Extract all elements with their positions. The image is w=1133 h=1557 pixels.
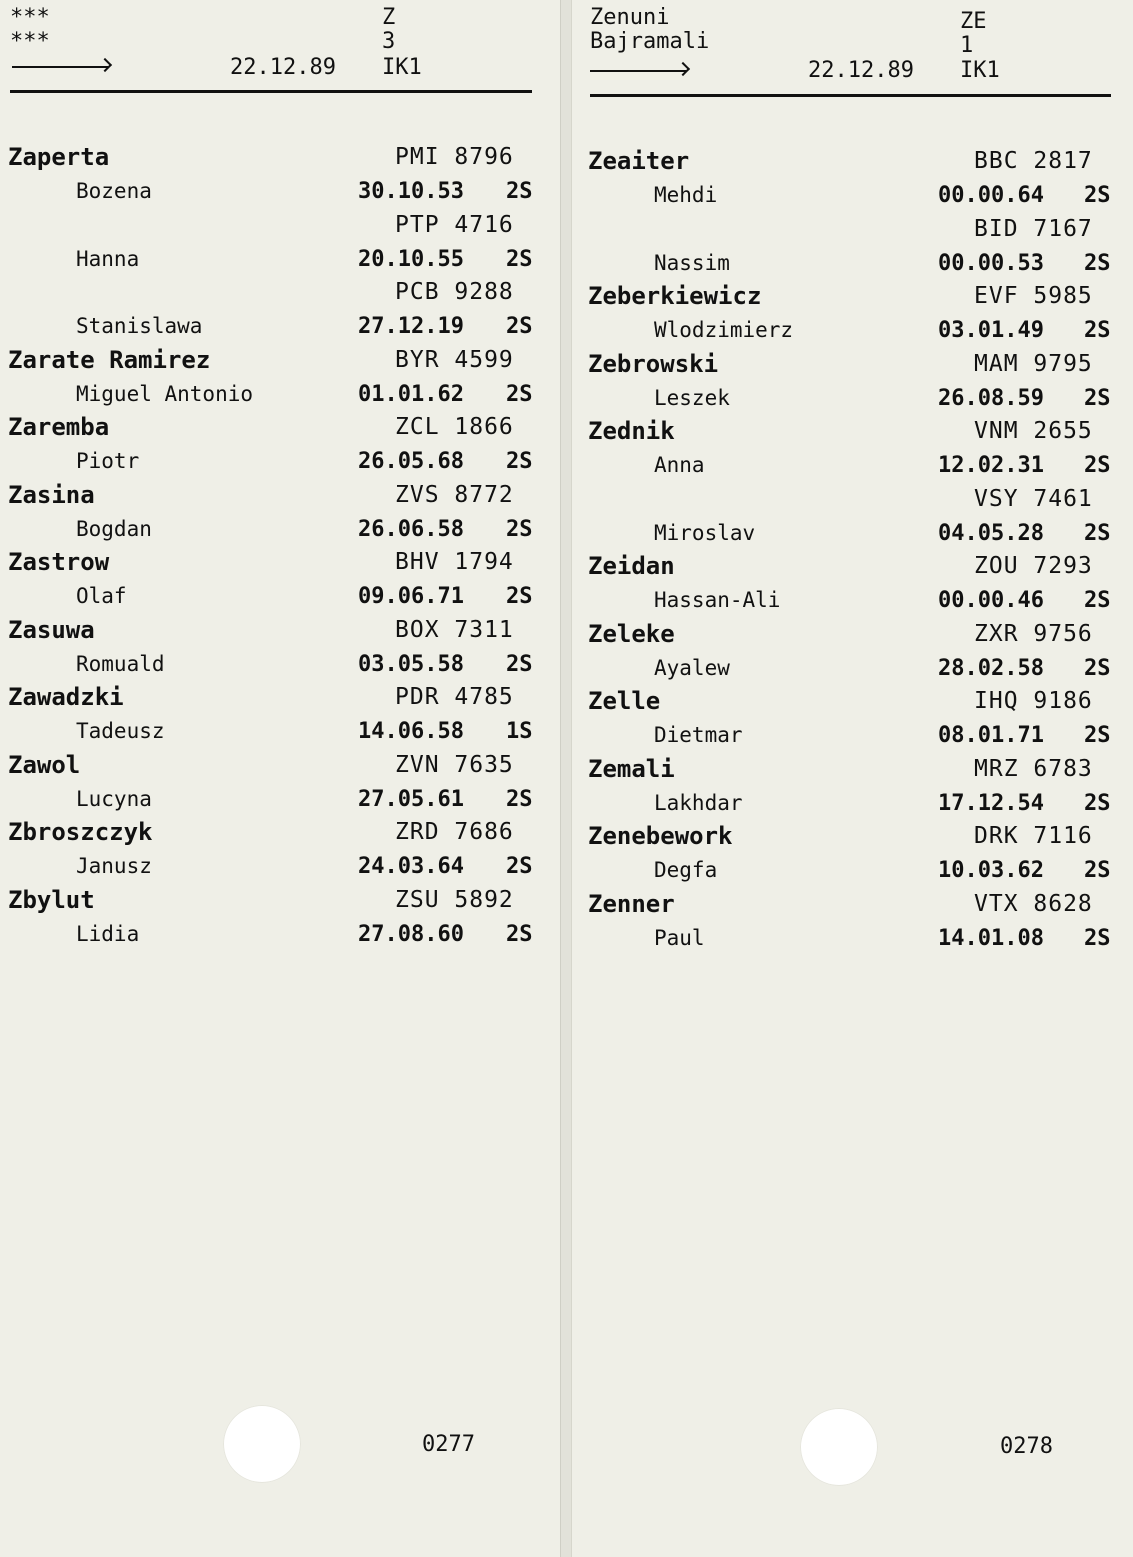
surname: Zaperta: [8, 143, 110, 171]
record-code: ZVN 7635: [395, 751, 514, 778]
class-code: 2S: [1084, 858, 1111, 883]
surname: Zeleke: [588, 619, 675, 648]
header-line2-right: 1: [960, 33, 974, 58]
surname: Zbylut: [8, 885, 95, 914]
birth-date: 14.06.58: [358, 719, 464, 744]
birth-date: 20.10.55: [358, 246, 464, 272]
class-code: 2S: [1084, 453, 1111, 478]
given-name: Paul: [654, 925, 705, 950]
surname: Zeaiter: [588, 147, 690, 175]
given-name: Hanna: [76, 246, 140, 271]
header-divider: [590, 94, 1111, 97]
given-name: Hassan-Ali: [654, 588, 781, 612]
birth-date: 12.02.31: [938, 453, 1044, 478]
surname: Zaremba: [8, 413, 110, 441]
given-name: Janusz: [76, 854, 152, 878]
birth-date: 26.05.68: [358, 449, 464, 474]
header-code: IK1: [382, 55, 422, 80]
header-line1-right: ZE: [960, 9, 987, 34]
birth-date: 09.06.71: [358, 584, 464, 609]
given-name: Miroslav: [654, 520, 756, 545]
class-code: 2S: [506, 584, 533, 609]
arrow-icon: [590, 70, 686, 72]
given-name: Bozena: [76, 179, 152, 203]
record-code: VTX 8628: [974, 890, 1093, 917]
class-code: 2S: [506, 449, 533, 474]
given-name: Ayalew: [654, 655, 730, 680]
class-code: 2S: [1084, 385, 1111, 411]
record-code: ZOU 7293: [974, 553, 1093, 579]
birth-date: 17.12.54: [938, 790, 1044, 816]
record-code: VSY 7461: [974, 485, 1093, 512]
birth-date: 00.00.64: [938, 183, 1044, 208]
given-name: Anna: [654, 453, 705, 477]
birth-date: 00.00.46: [938, 588, 1044, 613]
record-code: PTP 4716: [395, 211, 514, 238]
given-name: Miguel Antonio: [76, 381, 254, 406]
record-code: IHQ 9186: [974, 688, 1093, 714]
class-code: 2S: [1084, 723, 1111, 748]
surname: Zarate Ramirez: [8, 345, 211, 374]
surname: Zenner: [588, 889, 675, 918]
header-date: 22.12.89: [230, 55, 336, 80]
record-code: BYR 4599: [395, 346, 514, 373]
birth-date: 27.08.60: [358, 921, 464, 947]
punch-hole: [800, 1408, 878, 1486]
birth-date: 27.12.19: [358, 314, 464, 339]
record-code: DRK 7116: [974, 823, 1093, 849]
given-name: Nassim: [654, 250, 730, 275]
header-line2-left: Bajramali: [590, 29, 710, 54]
surname: Zawol: [8, 750, 81, 779]
record-code: EVF 5985: [974, 283, 1093, 309]
given-name: Romuald: [76, 651, 165, 676]
record-code: ZRD 7686: [395, 819, 514, 845]
record-code: ZXR 9756: [974, 620, 1093, 647]
class-code: 2S: [506, 246, 533, 272]
given-name: Bogdan: [76, 516, 152, 541]
birth-date: 01.01.62: [358, 381, 464, 407]
surname: Zenebework: [588, 822, 733, 850]
arrow-icon: [12, 66, 108, 68]
record-code: ZSU 5892: [395, 886, 514, 913]
class-code: 2S: [506, 921, 533, 947]
class-code: 2S: [506, 516, 533, 542]
page-number: 0277: [422, 1432, 475, 1457]
header-code: IK1: [960, 58, 1000, 83]
record-code: ZVS 8772: [395, 481, 514, 508]
class-code: 2S: [506, 854, 533, 879]
birth-date: 08.01.71: [938, 723, 1044, 748]
surname: Zeberkiewicz: [588, 282, 762, 310]
index-card-left: [0, 0, 560, 1557]
record-code: ZCL 1866: [395, 414, 514, 440]
card-gap: [560, 0, 572, 1557]
surname: Zbroszczyk: [8, 818, 153, 846]
surname: Zeidan: [588, 552, 675, 580]
class-code: 2S: [1084, 183, 1111, 208]
class-code: 2S: [1084, 588, 1111, 613]
birth-date: 14.01.08: [938, 925, 1044, 951]
class-code: 2S: [1084, 655, 1111, 681]
given-name: Lakhdar: [654, 790, 743, 815]
class-code: 2S: [1084, 318, 1111, 343]
surname: Zemali: [588, 754, 675, 783]
birth-date: 03.01.49: [938, 318, 1044, 343]
record-code: MAM 9795: [974, 350, 1093, 377]
class-code: 1S: [506, 719, 533, 744]
index-card-right: [572, 0, 1133, 1557]
birth-date: 03.05.58: [358, 651, 464, 677]
birth-date: 24.03.64: [358, 854, 464, 879]
birth-date: 26.08.59: [938, 385, 1044, 411]
record-code: BHV 1794: [395, 549, 514, 575]
class-code: 2S: [506, 786, 533, 812]
surname: Zelle: [588, 687, 661, 715]
record-code: BBC 2817: [974, 148, 1093, 174]
header-date: 22.12.89: [808, 58, 914, 83]
birth-date: 28.02.58: [938, 655, 1044, 681]
surname: Zawadzki: [8, 683, 124, 711]
class-code: 2S: [506, 179, 533, 204]
surname: Zasina: [8, 480, 95, 509]
surname: Zasuwa: [8, 615, 95, 644]
class-code: 2S: [506, 381, 533, 407]
record-code: BOX 7311: [395, 616, 514, 643]
class-code: 2S: [506, 651, 533, 677]
given-name: Lucyna: [76, 786, 152, 811]
header-line2-right: 3: [382, 29, 396, 54]
header-line1-right: Z: [382, 5, 396, 30]
given-name: Tadeusz: [76, 719, 165, 743]
surname: Zednik: [588, 417, 675, 445]
class-code: 2S: [506, 314, 533, 339]
birth-date: 10.03.62: [938, 858, 1044, 883]
surname: Zebrowski: [588, 349, 719, 378]
given-name: Stanislawa: [76, 314, 203, 338]
birth-date: 00.00.53: [938, 250, 1044, 276]
birth-date: 26.06.58: [358, 516, 464, 542]
record-code: MRZ 6783: [974, 755, 1093, 782]
class-code: 2S: [1084, 790, 1111, 816]
record-code: VNM 2655: [974, 418, 1093, 444]
given-name: Lidia: [76, 921, 140, 946]
surname: Zastrow: [8, 548, 110, 576]
page-number: 0278: [1000, 1434, 1053, 1459]
header-divider: [10, 90, 532, 93]
given-name: Mehdi: [654, 183, 718, 207]
birth-date: 04.05.28: [938, 520, 1044, 546]
header-line2-left: ***: [10, 29, 50, 54]
birth-date: 27.05.61: [358, 786, 464, 812]
header-line1-left: ***: [10, 5, 50, 30]
class-code: 2S: [1084, 250, 1111, 276]
record-code: PMI 8796: [395, 144, 514, 170]
class-code: 2S: [1084, 925, 1111, 951]
record-code: BID 7167: [974, 215, 1093, 242]
given-name: Leszek: [654, 385, 730, 410]
punch-hole: [223, 1405, 301, 1483]
given-name: Wlodzimierz: [654, 318, 794, 342]
record-code: PDR 4785: [395, 684, 514, 710]
header-line1-left: Zenuni: [590, 5, 670, 30]
class-code: 2S: [1084, 520, 1111, 546]
given-name: Degfa: [654, 858, 718, 882]
given-name: Dietmar: [654, 723, 743, 747]
given-name: Olaf: [76, 584, 127, 608]
record-code: PCB 9288: [395, 279, 514, 305]
birth-date: 30.10.53: [358, 179, 464, 204]
given-name: Piotr: [76, 449, 140, 473]
